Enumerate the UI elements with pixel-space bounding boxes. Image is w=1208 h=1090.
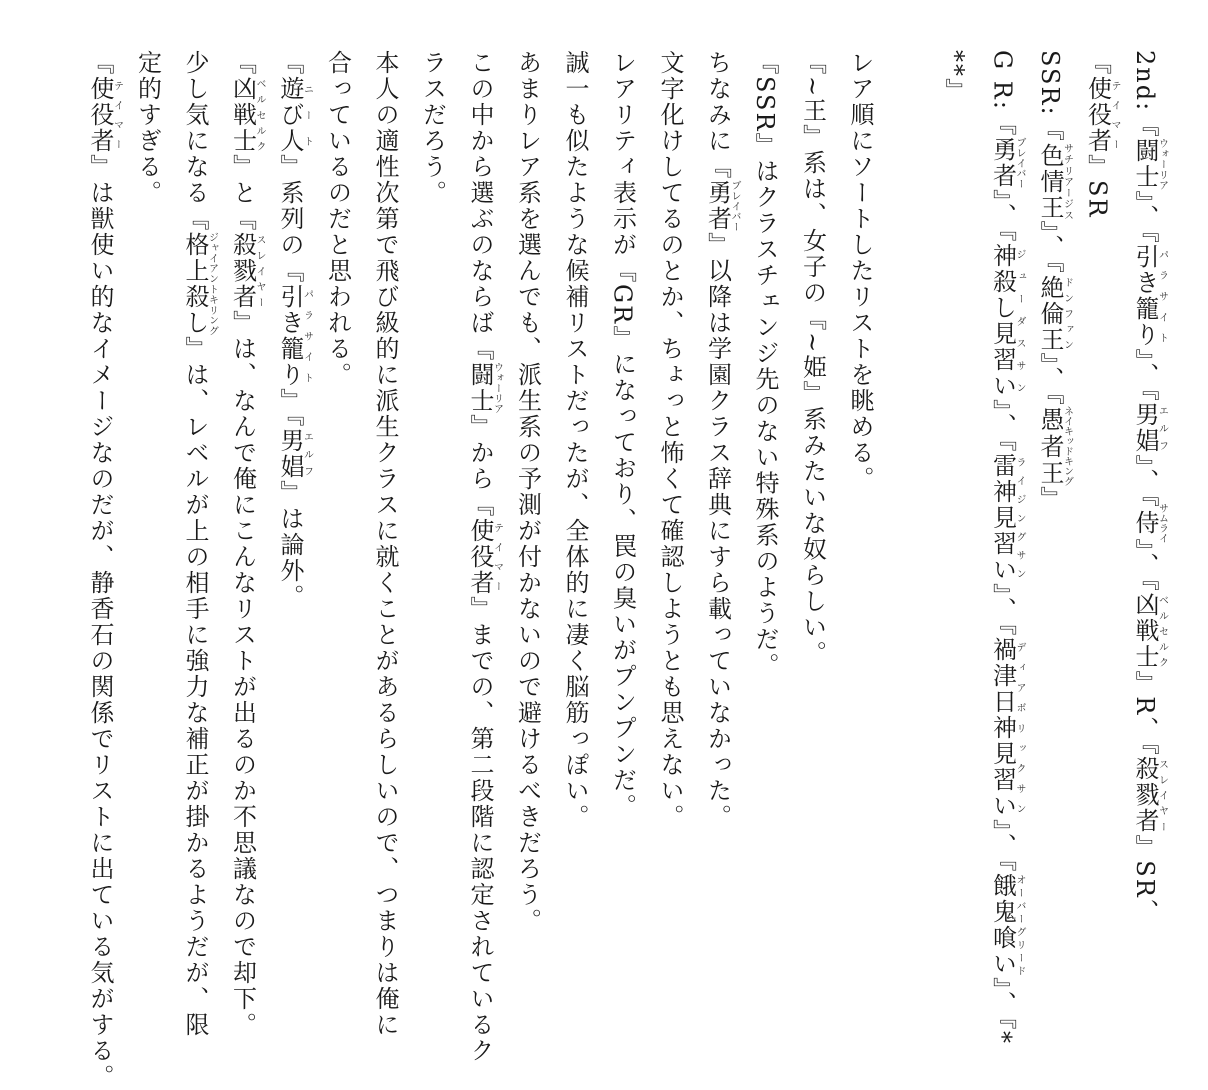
ruby-reading: ジューダスサン [1014, 242, 1025, 399]
ruby-reading: ディアボリックサン [1014, 636, 1025, 819]
ruby-base: 遊び人 [276, 76, 304, 154]
text-run: 』、『 [988, 398, 1017, 453]
ruby-term [276, 284, 313, 388]
text-line [1121, 50, 1169, 1050]
ruby-base: 使役者 [1083, 76, 1112, 154]
ruby-base: 使役者 [86, 76, 114, 154]
text-run: 』R、『 [1131, 670, 1159, 757]
text-run: 『 [1083, 50, 1112, 76]
ruby-reading: ブレイバー [729, 180, 740, 232]
text-line [1026, 50, 1074, 1050]
ruby-reading: テイマー [491, 518, 503, 596]
text-line [836, 50, 884, 1050]
text-run: 』、『 [1131, 538, 1159, 593]
text-run: 』『 [276, 388, 304, 428]
ruby-base: 侍 [1131, 503, 1159, 544]
ruby-reading: ドンファン [1061, 274, 1073, 353]
ruby-term [276, 428, 313, 480]
ruby-reading: テイマー [1109, 76, 1120, 154]
ruby-reading: ベルセルク [254, 76, 265, 154]
text-run: 定的すぎる。 [133, 50, 162, 206]
ruby-base: 雷神見習い [988, 452, 1017, 583]
vertical-text-body [76, 50, 1169, 1090]
text-run: 本人の適性次第で飛び級的に派生クラスに就くことがあるらしいので、つまりは俺に [371, 50, 399, 1038]
text-run: 少し気になる『 [181, 50, 209, 232]
text-run: 』は獣使い的なイメージなのだが、静香石の関係でリストに出ている気がする。 [86, 154, 114, 1090]
text-run: この中から選ぶのならば『 [466, 50, 494, 362]
ruby-base: 引き籠り [1131, 244, 1159, 349]
ruby-base: 勇者 [988, 136, 1017, 189]
ruby-term [1036, 406, 1073, 487]
text-run: 』、『 [988, 582, 1017, 637]
text-line [598, 50, 646, 1050]
text-line [123, 50, 171, 1050]
text-line [741, 50, 789, 1050]
text-run: 』と『 [228, 154, 257, 232]
text-line [76, 50, 124, 1090]
text-run: 』、『 [1131, 454, 1159, 509]
text-run: 』、『* [988, 976, 1017, 1045]
text-run: 』までの、第二段階に認定されているク [466, 596, 494, 1064]
text-line [1073, 50, 1121, 1050]
ruby-base: 色情王 [1036, 142, 1064, 221]
ruby-reading: サチリアージス [1061, 142, 1073, 221]
text-line [361, 50, 409, 1050]
text-run: 』以降は学園クラス辞典にすら載っていなかった。 [703, 232, 732, 830]
text-run: 『SSR』はクラスチェンジ先のない特殊系のようだ。 [751, 50, 779, 679]
ruby-base: 使役者 [466, 518, 494, 596]
ruby-reading: スレイヤー [254, 232, 265, 310]
ruby-reading: ベルセルク [1156, 592, 1168, 671]
text-run: 』、『 [988, 818, 1017, 873]
ruby-term [1131, 402, 1168, 455]
text-run: 合っているのだと思われる。 [323, 50, 352, 388]
ruby-term [1036, 142, 1073, 221]
text-run: 『 [276, 50, 304, 76]
ruby-reading: ネイキッドキング [1061, 406, 1073, 487]
text-run: 誠一も似たような候補リストだったが、全体的に凄く脳筋っぽい。 [561, 50, 589, 830]
ruby-reading: サムライ [1156, 503, 1168, 544]
text-run: あまりレア系を選んでも、派生系の予測が付かないので避けるべきだろう。 [513, 50, 542, 934]
ruby-base: 殺戮者 [1131, 756, 1159, 835]
ruby-base: 餓鬼喰い [988, 872, 1017, 977]
text-line [218, 50, 266, 1050]
text-line [646, 50, 694, 1050]
text-run: 』、『 [1131, 190, 1159, 245]
text-run: ちなみに『 [703, 50, 732, 180]
text-line [171, 50, 219, 1050]
text-line [788, 50, 836, 1050]
text-run: レア順にソートしたリストを眺める。 [846, 50, 874, 492]
text-line [551, 50, 599, 1050]
ruby-term [988, 636, 1025, 819]
ruby-base: 男娼 [1131, 402, 1159, 455]
ruby-reading: エルフ [301, 428, 313, 480]
ruby-term [228, 76, 265, 154]
text-run: G R:『 [988, 50, 1017, 137]
text-run: 』は、なんで俺にこんなリストが出るのか不思議なので却下。 [228, 310, 257, 1038]
text-run: 』は論外。 [276, 480, 304, 610]
ruby-term [1036, 274, 1073, 353]
text-run: 『~王』系は、女子の『~姫』系みたいな奴らしい。 [798, 50, 827, 667]
ruby-term [466, 518, 503, 596]
text-run: 『 [86, 50, 114, 76]
text-run: 』から『 [466, 414, 494, 518]
ruby-base: 禍津日神見習い [988, 636, 1017, 819]
ruby-term [988, 136, 1025, 189]
text-run: **』 [941, 50, 969, 104]
text-run: 』、『 [1131, 348, 1159, 403]
ruby-term [466, 362, 503, 414]
ruby-term [1131, 756, 1168, 835]
ruby-reading: スレイヤー [1156, 756, 1168, 835]
ruby-base: 愚者王 [1036, 406, 1064, 487]
ruby-base: 絶倫王 [1036, 274, 1064, 353]
text-line [313, 50, 361, 1050]
ruby-term [86, 76, 123, 154]
text-run: レアリティ表示が『GR』になっており、罠の臭いがプンプンだ。 [608, 50, 637, 820]
ruby-reading: ウォーリア [491, 362, 503, 414]
text-line [978, 50, 1026, 1050]
ruby-base: 闘士 [466, 362, 494, 414]
ruby-reading: パラサイト [301, 284, 313, 388]
ruby-reading: ウォーリア [1156, 138, 1168, 191]
ruby-term [1131, 138, 1168, 191]
ruby-reading: テイマー [111, 76, 123, 154]
ruby-reading: オーバーグリード [1014, 872, 1025, 977]
ruby-base: 凶戦士 [1131, 592, 1159, 671]
ruby-base: 凶戦士 [228, 76, 257, 154]
text-run: SSR:『 [1036, 50, 1064, 143]
text-run: 文字化けしてるのとか、ちょっと怖くて確認しようとも思えない。 [656, 50, 684, 830]
ruby-reading: ライジングサン [1014, 452, 1025, 583]
ruby-term [988, 242, 1025, 399]
text-run: 『 [228, 50, 257, 76]
ruby-reading: ブレイバー [1014, 136, 1025, 189]
ruby-term [1131, 244, 1168, 349]
text-line [931, 50, 979, 1050]
ruby-term [988, 872, 1025, 977]
ruby-reading: ジャイアントキリング [206, 232, 218, 336]
ruby-term [1083, 76, 1120, 154]
ruby-term [276, 76, 313, 154]
text-line [266, 50, 314, 1050]
text-run: 』は、レベルが上の相手に強力な補正が掛かるようだが、限 [181, 336, 209, 1038]
ruby-base: 闘士 [1131, 138, 1159, 191]
ruby-reading: パラサイト [1156, 244, 1168, 349]
text-run: ラスだろう。 [418, 50, 447, 206]
ruby-base: 格上殺し [181, 232, 209, 336]
ruby-reading: エルフ [1156, 402, 1168, 455]
text-run: 2nd:『 [1131, 50, 1159, 139]
ruby-base: 神殺し見習い [988, 242, 1017, 399]
blank-line [883, 50, 931, 1050]
text-run: 』、『 [1036, 220, 1064, 275]
ruby-base: 殺戮者 [228, 232, 257, 310]
ruby-term [181, 232, 218, 336]
ruby-base: 勇者 [703, 180, 732, 232]
text-run: 』SR [1083, 154, 1112, 219]
text-line [408, 50, 456, 1050]
ruby-base: 引き籠り [276, 284, 304, 388]
text-line [456, 50, 504, 1064]
ruby-term [228, 232, 265, 310]
text-line [693, 50, 741, 1050]
text-run: 』、『 [1036, 352, 1064, 407]
ruby-term [1131, 592, 1168, 671]
ruby-term [703, 180, 740, 232]
ruby-reading: ニート [301, 76, 313, 154]
ruby-base: 男娼 [276, 428, 304, 480]
text-run: 』 [1036, 485, 1064, 512]
text-line [503, 50, 551, 1050]
ruby-term [988, 452, 1025, 583]
text-run: 』SR、 [1131, 834, 1159, 925]
text-run: 』系列の『 [276, 154, 304, 284]
ruby-term [1131, 503, 1168, 544]
text-run: 』、『 [988, 188, 1017, 243]
